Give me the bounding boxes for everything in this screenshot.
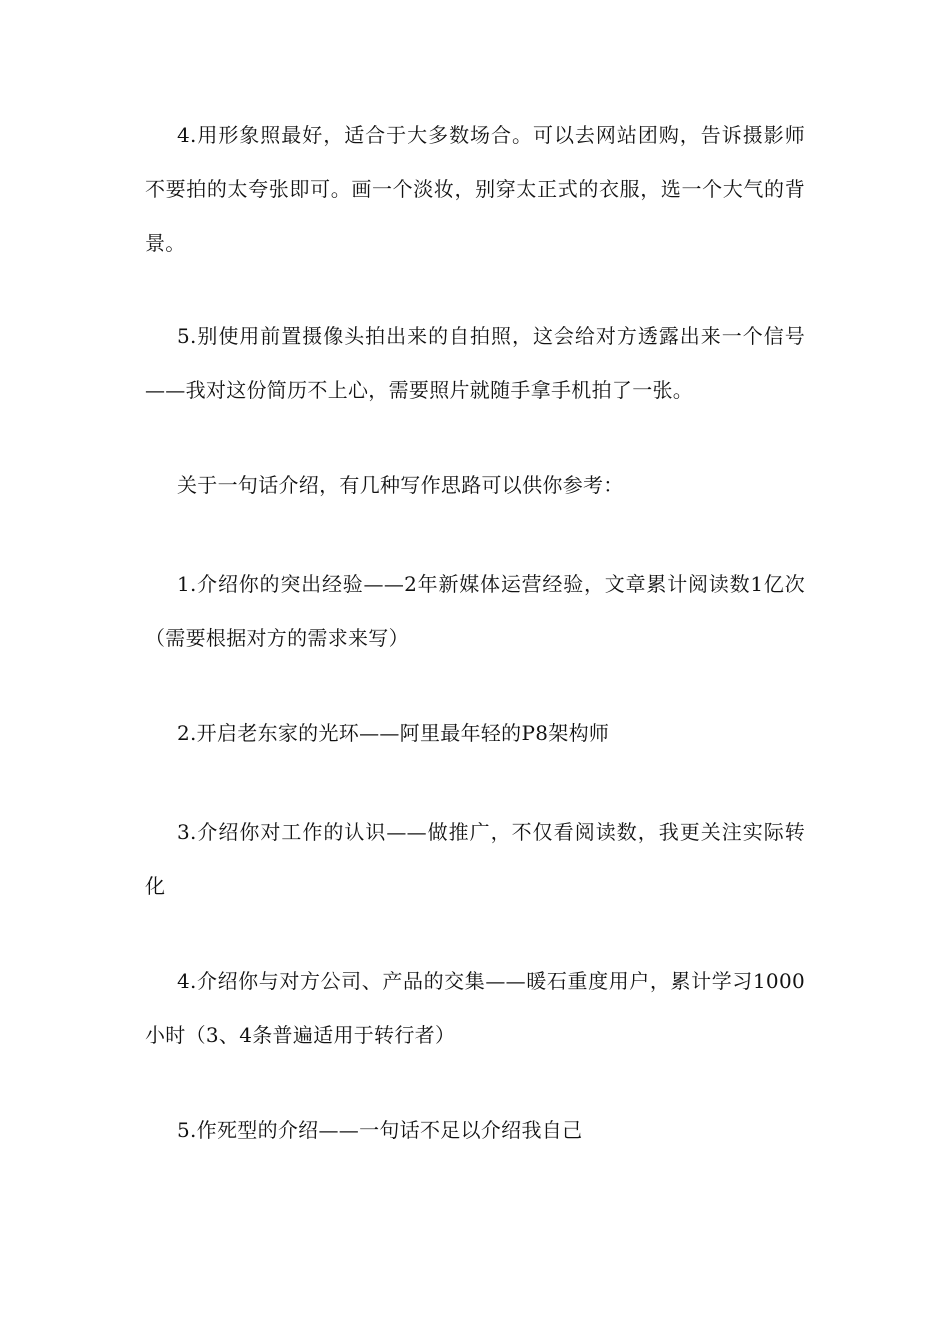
paragraph-intro-heading: 关于一句话介绍，有几种写作思路可以供你参考： [177, 473, 624, 497]
paragraph-intro-idea-2: 2.开启老东家的光环——阿里最年轻的P8架构师 [177, 721, 610, 745]
paragraph-photo-tip-4: 4.用形象照最好，适合于大多数场合。可以去网站团购，告诉摄影师不要拍的太夸张即可。画一个淡妆，别穿太正式的衣服，选一个大气的背景。 [145, 123, 805, 255]
paragraph-intro-idea-1: 1.介绍你的突出经验——2年新媒体运营经验，文章累计阅读数1亿次（需要根据对方的需求来写） [145, 572, 805, 650]
paragraph-photo-tip-5: 5.别使用前置摄像头拍出来的自拍照，这会给对方透露出来一个信号——我对这份简历不上心，需要照片就随手拿手机拍了一张。 [145, 324, 805, 402]
paragraph-intro-idea-4: 4.介绍你与对方公司、产品的交集——暖石重度用户，累计学习1000小时（3、4条普遍适用于转行者） [145, 969, 805, 1047]
paragraph-intro-idea-5: 5.作死型的介绍——一句话不足以介绍我自己 [177, 1118, 583, 1142]
paragraph-intro-idea-3: 3.介绍你对工作的认识——做推广，不仅看阅读数，我更关注实际转化 [145, 820, 805, 898]
